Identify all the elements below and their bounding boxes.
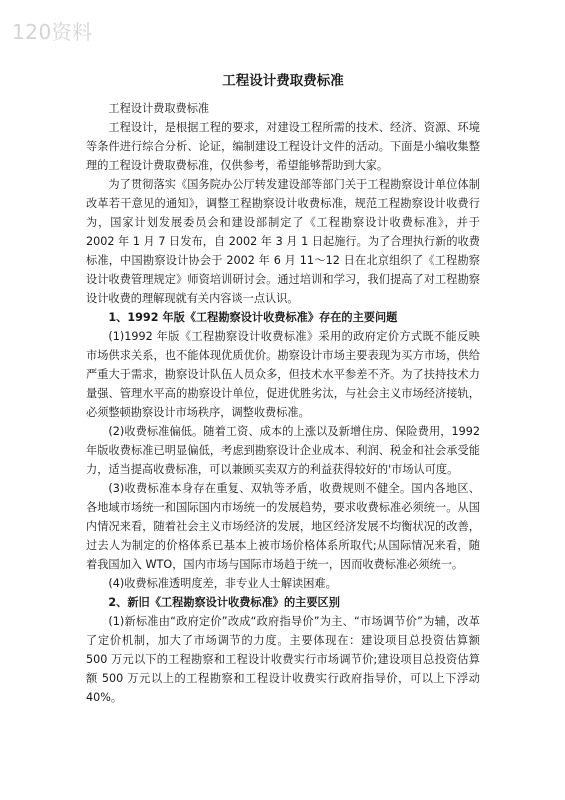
paragraph: 工程设计，是根据工程的要求，对建设工程所需的技术、经济、资源、环境等条件进行综合分析、论证，编制建设工程设计文件的活动。下面是小编收集整理的工程设计费取费标准，仅供参考，希望能够帮助到大家。 bbox=[86, 121, 480, 172]
document-title: 工程设计费取费标准 bbox=[222, 73, 344, 89]
paragraph: (3)收费标准本身存在重复、双轨等矛盾，收费规则不健全。国内各地区、各地域市场统一和国际国内市场统一的发展趋势，要求收费标准必须统一。从国内情况来看，随着社会主义市场经济的发展，地区经济发展不均衡状况的改善，过去人为制定的价格体系已基本上被市场价格体系所取代;从国际情况来看，随着我国加入 WTO，国内市场与国际市场趋于统一，因而收费标准必须统一。 bbox=[86, 482, 480, 571]
paragraph: (2)收费标准偏低。随着工资、成本的上涨以及新增住房、保险费用，1992 年版收费标准已明显偏低，考虑到勘察设计企业成本、利润、税金和社会承受能力，适当提高收费标准，可以兼顾买卖双方的利益获得较好的'市场认可度。 bbox=[86, 425, 480, 476]
paragraph: (1)1992 年版《工程勘察设计收费标准》采用的政府定价方式既不能反映市场供求关系，也不能体现优质优价。勘察设计市场主要表现为买方市场，供给严重大于需求，勘察设计队伍人员众多，但技术水平参差不齐。为了扶持技术力量强、管理水平高的勘察设计单位，促进优胜劣汰，与社会主义市场经济接轨，必须整顿勘察设计市场秩序，调整收费标准。 bbox=[86, 330, 480, 419]
paragraph: 工程设计费取费标准 bbox=[108, 102, 210, 115]
paragraph: (1)新标准由“政府定价”改成“政府指导价”为主、“市场调节价”为辅，改革了定价机制，加大了市场调节的力度。主要体现在：建设项目总投资估算额 500 万元以下的工程勘察和工程设计收费实行市场调节价;建设项目总投资估算额 500 万元以上的工程勘察和工程设计收费实行政府指导价，可以上下浮动 40%。 bbox=[86, 615, 480, 704]
paragraph: (4)收费标准透明度差，非专业人士解读困难。 bbox=[108, 577, 337, 590]
document-content bbox=[86, 99, 480, 707]
section-heading: 2、新旧《工程勘察设计收费标准》的主要区别 bbox=[108, 596, 340, 609]
section-heading: 1、1992 年版《工程勘察设计收费标准》存在的主要问题 bbox=[108, 311, 398, 324]
document-body bbox=[86, 72, 480, 707]
paragraph: 为了贯彻落实《国务院办公厅转发建设部等部门关于工程勘察设计单位体制改革若干意见的通知》，调整工程勘察设计收费标准，规范工程勘察设计收费行为，国家计划发展委员会和建设部制定了《工程勘察设计收费标准》，并于 2002 年 1 月 7 日发布，自 2002 年 3 月 1 日起施行。为了合理执行新的收费标准，中国勘察设计协会于 2002 年 6 月 11～12 日在北京组织了《工程勘察设计收费管理规定》师资培训研讨会。通过培训和学习，我们提高了对工程勘察设计收费的理解现就有关内容谈一点认识。 bbox=[86, 178, 480, 305]
watermark-logo: 120资料 bbox=[12, 20, 93, 44]
